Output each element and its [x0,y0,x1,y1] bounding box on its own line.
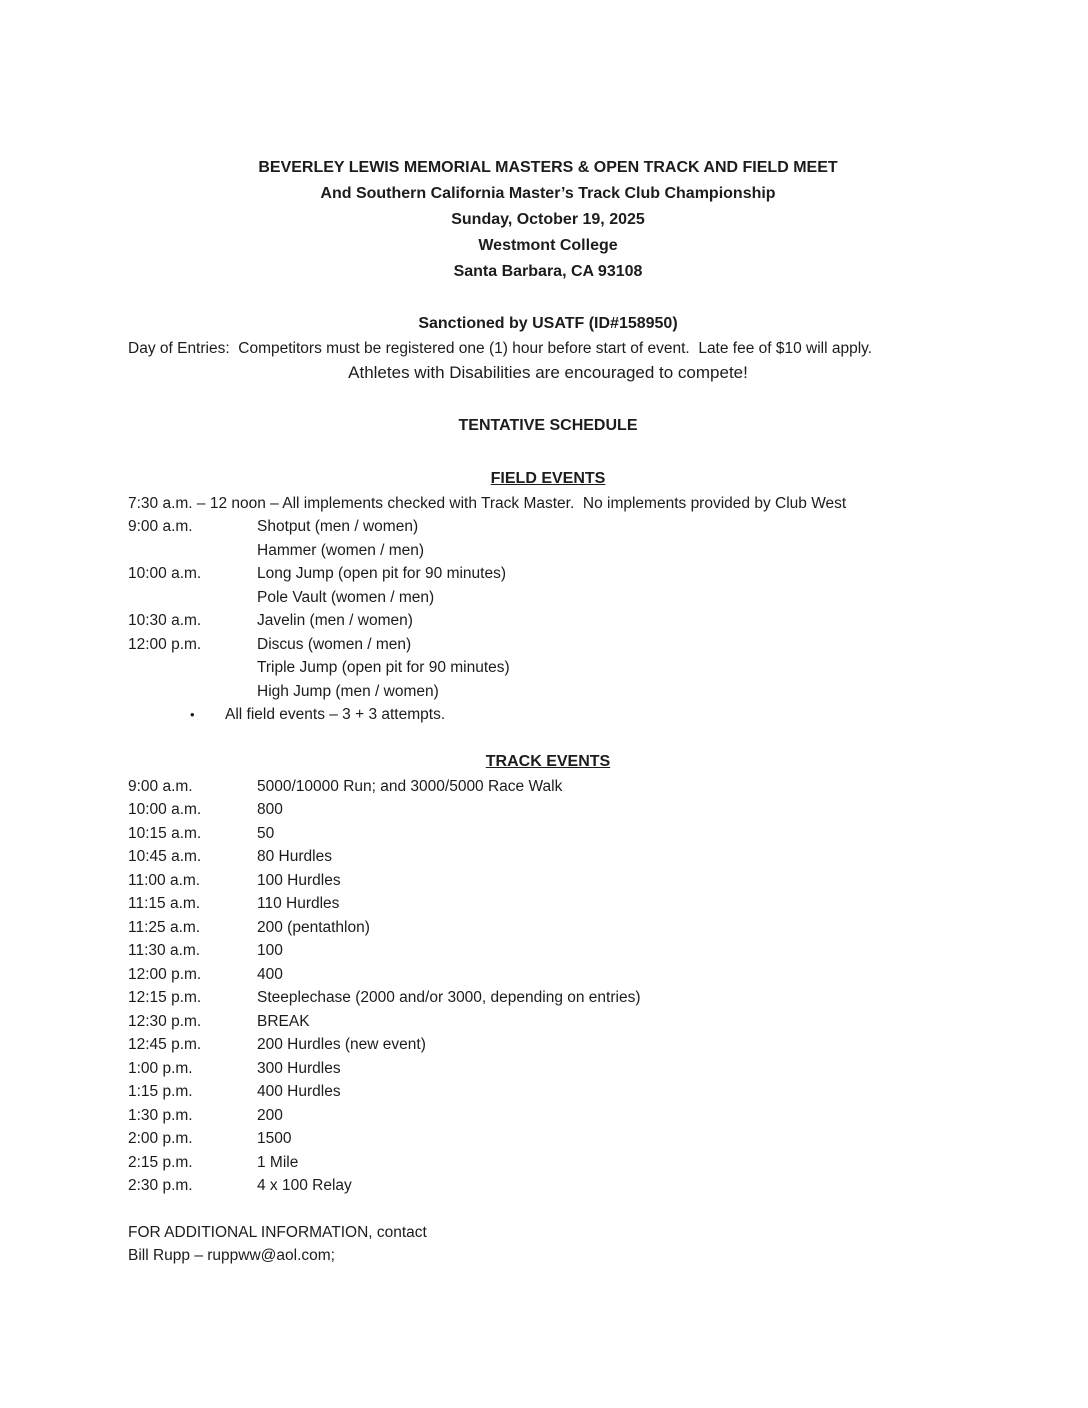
schedule-row [128,963,968,987]
event-time: 12:00 p.m. [128,635,202,653]
event-name: Shotput (men / women) [257,518,419,535]
event-time: 1:15 p.m. [128,1083,193,1100]
event-name: 200 (pentathlon) [257,918,370,936]
schedule-row [128,892,968,916]
day-of-entries-note: Day of Entries: Competitors must be registered one (1) hour before start of event. Late fee of $10 will apply. [128,340,873,357]
event-name: Triple Jump (open pit for 90 minutes) [257,659,510,676]
schedule-row [128,539,968,563]
schedule-row [128,1151,968,1175]
event-time: 11:30 a.m. [128,942,201,959]
event-name: 400 Hurdles [257,1083,341,1100]
event-time: 11:00 a.m. [128,871,201,889]
sanction-note: Sanctioned by USATF (ID#158950) [418,315,678,332]
schedule-row [128,656,968,680]
event-time: 12:15 p.m. [128,989,202,1006]
event-name: Pole Vault (women / men) [257,588,435,606]
schedule-row [128,586,968,610]
event-name: 50 [257,824,275,842]
schedule-row [128,680,968,704]
event-name: 4 x 100 Relay [257,1177,352,1194]
field-events-heading: FIELD EVENTS [490,469,606,487]
field-events-bullet-note [128,703,968,727]
event-time: 10:00 a.m. [128,801,202,818]
schedule-row [128,798,968,822]
implements-note: 7:30 a.m. – 12 noon – All implements checked with Track Master. No implements provided by Club West [128,494,847,512]
contact-info-line: FOR ADDITIONAL INFORMATION, contact [128,1223,427,1241]
disabilities-note: Athletes with Disabilities are encouraged to compete! [348,362,748,382]
event-time: 10:00 a.m. [128,565,202,582]
event-name: 800 [257,801,283,818]
document-subtitle: And Southern California Master’s Track Club Championship [320,185,776,202]
event-name: Discus (women / men) [257,635,412,653]
event-time: 10:45 a.m. [128,848,202,865]
schedule-row [128,916,968,940]
schedule-row [128,515,968,539]
schedule-row [128,1104,968,1128]
bullet-icon: • [190,707,195,722]
event-time: 10:30 a.m. [128,612,202,629]
event-time: 11:25 a.m. [128,918,201,936]
venue-name: Westmont College [478,237,618,254]
document-header [128,155,968,285]
event-time: 1:00 p.m. [128,1059,193,1077]
schedule-row [128,609,968,633]
field-events-list [128,515,968,703]
schedule-row [128,775,968,799]
event-time: 12:30 p.m. [128,1012,202,1030]
event-name: Steeplechase (2000 and/or 3000, depending on entries) [257,989,641,1006]
schedule-row [128,1057,968,1081]
event-name: 1500 [257,1130,292,1147]
event-name: Long Jump (open pit for 90 minutes) [257,565,506,582]
event-time: 2:30 p.m. [128,1177,193,1194]
event-name: Javelin (men / women) [257,612,413,629]
event-time: 2:15 p.m. [128,1153,193,1171]
track-events-heading: TRACK EVENTS [485,752,611,770]
event-date: Sunday, October 19, 2025 [451,211,645,228]
schedule-row [128,1033,968,1057]
contact-section [128,1221,968,1268]
event-name: 200 Hurdles (new event) [257,1036,426,1053]
event-name: 200 [257,1106,283,1124]
schedule-row [128,986,968,1010]
schedule-row [128,845,968,869]
event-time: 10:15 a.m. [128,824,202,842]
schedule-row [128,1010,968,1034]
event-name: 80 Hurdles [257,848,332,865]
event-name: 400 [257,965,283,983]
schedule-row [128,1127,968,1151]
event-time: 9:00 a.m. [128,518,193,535]
schedule-row [128,1080,968,1104]
event-name: 100 [257,942,283,959]
event-time: 12:00 p.m. [128,965,202,983]
schedule-row [128,633,968,657]
document-title: BEVERLEY LEWIS MEMORIAL MASTERS & OPEN TRACK AND FIELD MEET [258,159,838,176]
track-events-list [128,775,968,1198]
schedule-row [128,1174,968,1198]
contact-person: Bill Rupp – ruppww@aol.com; [128,1247,335,1264]
schedule-row [128,562,968,586]
event-time: 9:00 a.m. [128,777,193,795]
event-time: 12:45 p.m. [128,1036,202,1053]
event-name: 300 Hurdles [257,1059,341,1077]
event-name: High Jump (men / women) [257,682,439,700]
event-name: 5000/10000 Run; and 3000/5000 Race Walk [257,777,563,795]
event-time: 11:15 a.m. [128,895,201,912]
event-time: 2:00 p.m. [128,1130,193,1147]
schedule-row [128,869,968,893]
bullet-note-text: All field events – 3 + 3 attempts. [225,706,446,723]
event-time: 1:30 p.m. [128,1106,193,1124]
venue-address: Santa Barbara, CA 93108 [453,263,643,280]
tentative-schedule-heading: TENTATIVE SCHEDULE [458,416,638,434]
schedule-row [128,822,968,846]
event-name: BREAK [257,1012,310,1030]
schedule-row [128,939,968,963]
event-name: 100 Hurdles [257,871,341,889]
event-name: 1 Mile [257,1153,299,1171]
event-name: 110 Hurdles [257,895,340,912]
event-name: Hammer (women / men) [257,541,425,559]
